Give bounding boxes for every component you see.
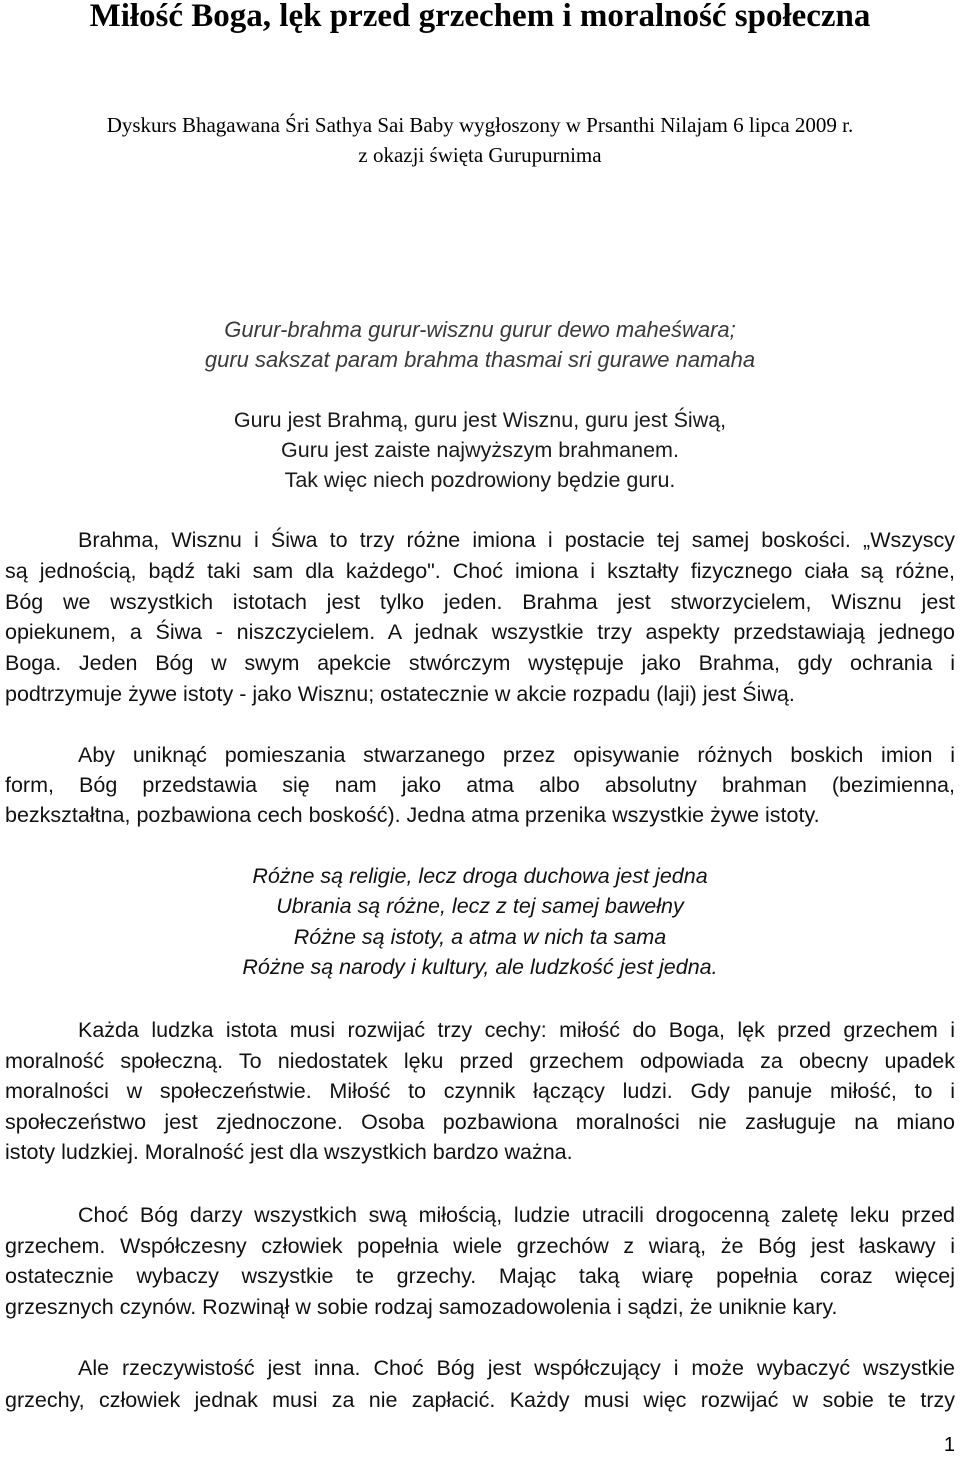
paragraph-line: Każda ludzka istota musi rozwijać trzy cechy: miłość do Boga, lęk przed grzechem i <box>78 1018 955 1042</box>
paragraph-line: istoty ludzkiej. Moralność jest dla wszystkich bardzo ważna. <box>5 1140 573 1164</box>
paragraph-line: Choć Bóg darzy wszystkich swą miłością, ludzie utracili drogocenną zaletę leku przed <box>78 1203 955 1227</box>
subtitle-line: Dyskurs Bhagawana Śri Sathya Sai Baby wygłoszony w Prsanthi Nilajam 6 lipca 2009 r. <box>106 113 854 137</box>
paragraph <box>5 525 955 710</box>
poem-line: Różne są istoty, a atma w nich ta sama <box>293 924 667 949</box>
mantra-translation <box>0 405 960 495</box>
mantra-line: guru sakszat param brahma thasmai sri gurawe namaha <box>204 347 756 372</box>
paragraph-line: opiekunem, a Śiwa - niszczycielem. A jednak wszystkie trzy aspekty przedstawiają jednego <box>5 620 955 645</box>
paragraph-line: moralność społeczną. To niedostatek lęku przed grzechem odpowiada za obecny upadek <box>5 1048 955 1073</box>
paragraph-line: Brahma, Wisznu i Śiwa to trzy różne imiona i postacie tej samej boskości. „Wszyscy <box>78 528 955 552</box>
paragraph <box>5 1200 955 1323</box>
paragraph <box>5 1015 955 1168</box>
mantra-verse <box>0 315 960 375</box>
paragraph-line: Boga. Jeden Bóg w swym apekcie stwórczym występuje jako Brahma, gdy ochrania i <box>5 651 955 676</box>
paragraph-line: grzechy, człowiek jednak musi za nie zapłacić. Każdy musi więc rozwijać w sobie te trzy <box>5 1388 955 1412</box>
poem-line: Ubrania są różne, lecz z tej samej bawełny <box>276 894 684 919</box>
document-title: Miłość Boga, lęk przed grzechem i moralność społeczna <box>89 0 871 34</box>
mantra-line: Gurur-brahma gurur-wisznu gurur dewo maheśwara; <box>224 317 736 342</box>
poem <box>0 861 960 983</box>
paragraph-line: grzesznych czynów. Rozwinął w sobie rodzaj samozadowolenia i sądzi, że uniknie kary. <box>5 1295 838 1320</box>
paragraph-line: grzechem. Współczesny człowiek popełnia wiele grzechów z wiarą, że Bóg jest łaskawy i <box>5 1233 955 1258</box>
paragraph-line: bezkształtna, pozbawiona cech boskość). Jedna atma przenika wszystkie żywe istoty. <box>5 803 820 827</box>
paragraph <box>5 740 955 830</box>
poem-line: Różne są religie, lecz droga duchowa jest jedna <box>252 864 708 888</box>
page-number: 1 <box>943 1434 955 1456</box>
paragraph <box>5 1352 955 1416</box>
paragraph-line: moralności w społeczeństwie. Miłość to czynnik łączący ludzi. Gdy panuje miłość, to i <box>5 1079 955 1103</box>
document-subtitle <box>0 110 960 170</box>
translation-line: Guru jest Brahmą, guru jest Wisznu, guru jest Śiwą, <box>233 408 727 432</box>
paragraph-line: podtrzymuje żywe istoty - jako Wisznu; ostatecznie w akcie rozpadu (laji) jest Śiwą. <box>5 681 795 706</box>
paragraph-line: Aby uniknąć pomieszania stwarzanego przez opisywanie różnych boskich imion i <box>78 743 955 767</box>
paragraph-line: są jednością, bądź taki sam dla każdego". Choć imiona i kształty fizycznego ciała są różne, <box>5 558 955 583</box>
paragraph-line: form, Bóg przedstawia się nam jako atma albo absolutny brahman (bezimienna, <box>5 773 955 797</box>
translation-line: Guru jest zaiste najwyższym brahmanem. <box>281 438 679 462</box>
subtitle-line: z okazji święta Gurupurnima <box>358 143 602 167</box>
paragraph-line: ostatecznie wybaczy wszystkie te grzechy. Mając taką wiarę popełnia coraz więcej <box>5 1264 955 1289</box>
paragraph-line: Bóg we wszystkich istotach jest tylko jeden. Brahma jest stworzycielem, Wisznu jest <box>5 589 955 614</box>
paragraph-line: społeczeństwo jest zjednoczone. Osoba pozbawiona moralności nie zasługuje na miano <box>5 1109 955 1134</box>
poem-line: Różne są narody i kultury, ale ludzkość jest jedna. <box>242 955 718 980</box>
paragraph-line: Ale rzeczywistość jest inna. Choć Bóg jest współczujący i może wybaczyć wszystkie <box>78 1356 955 1380</box>
translation-line: Tak więc niech pozdrowiony będzie guru. <box>284 468 676 492</box>
